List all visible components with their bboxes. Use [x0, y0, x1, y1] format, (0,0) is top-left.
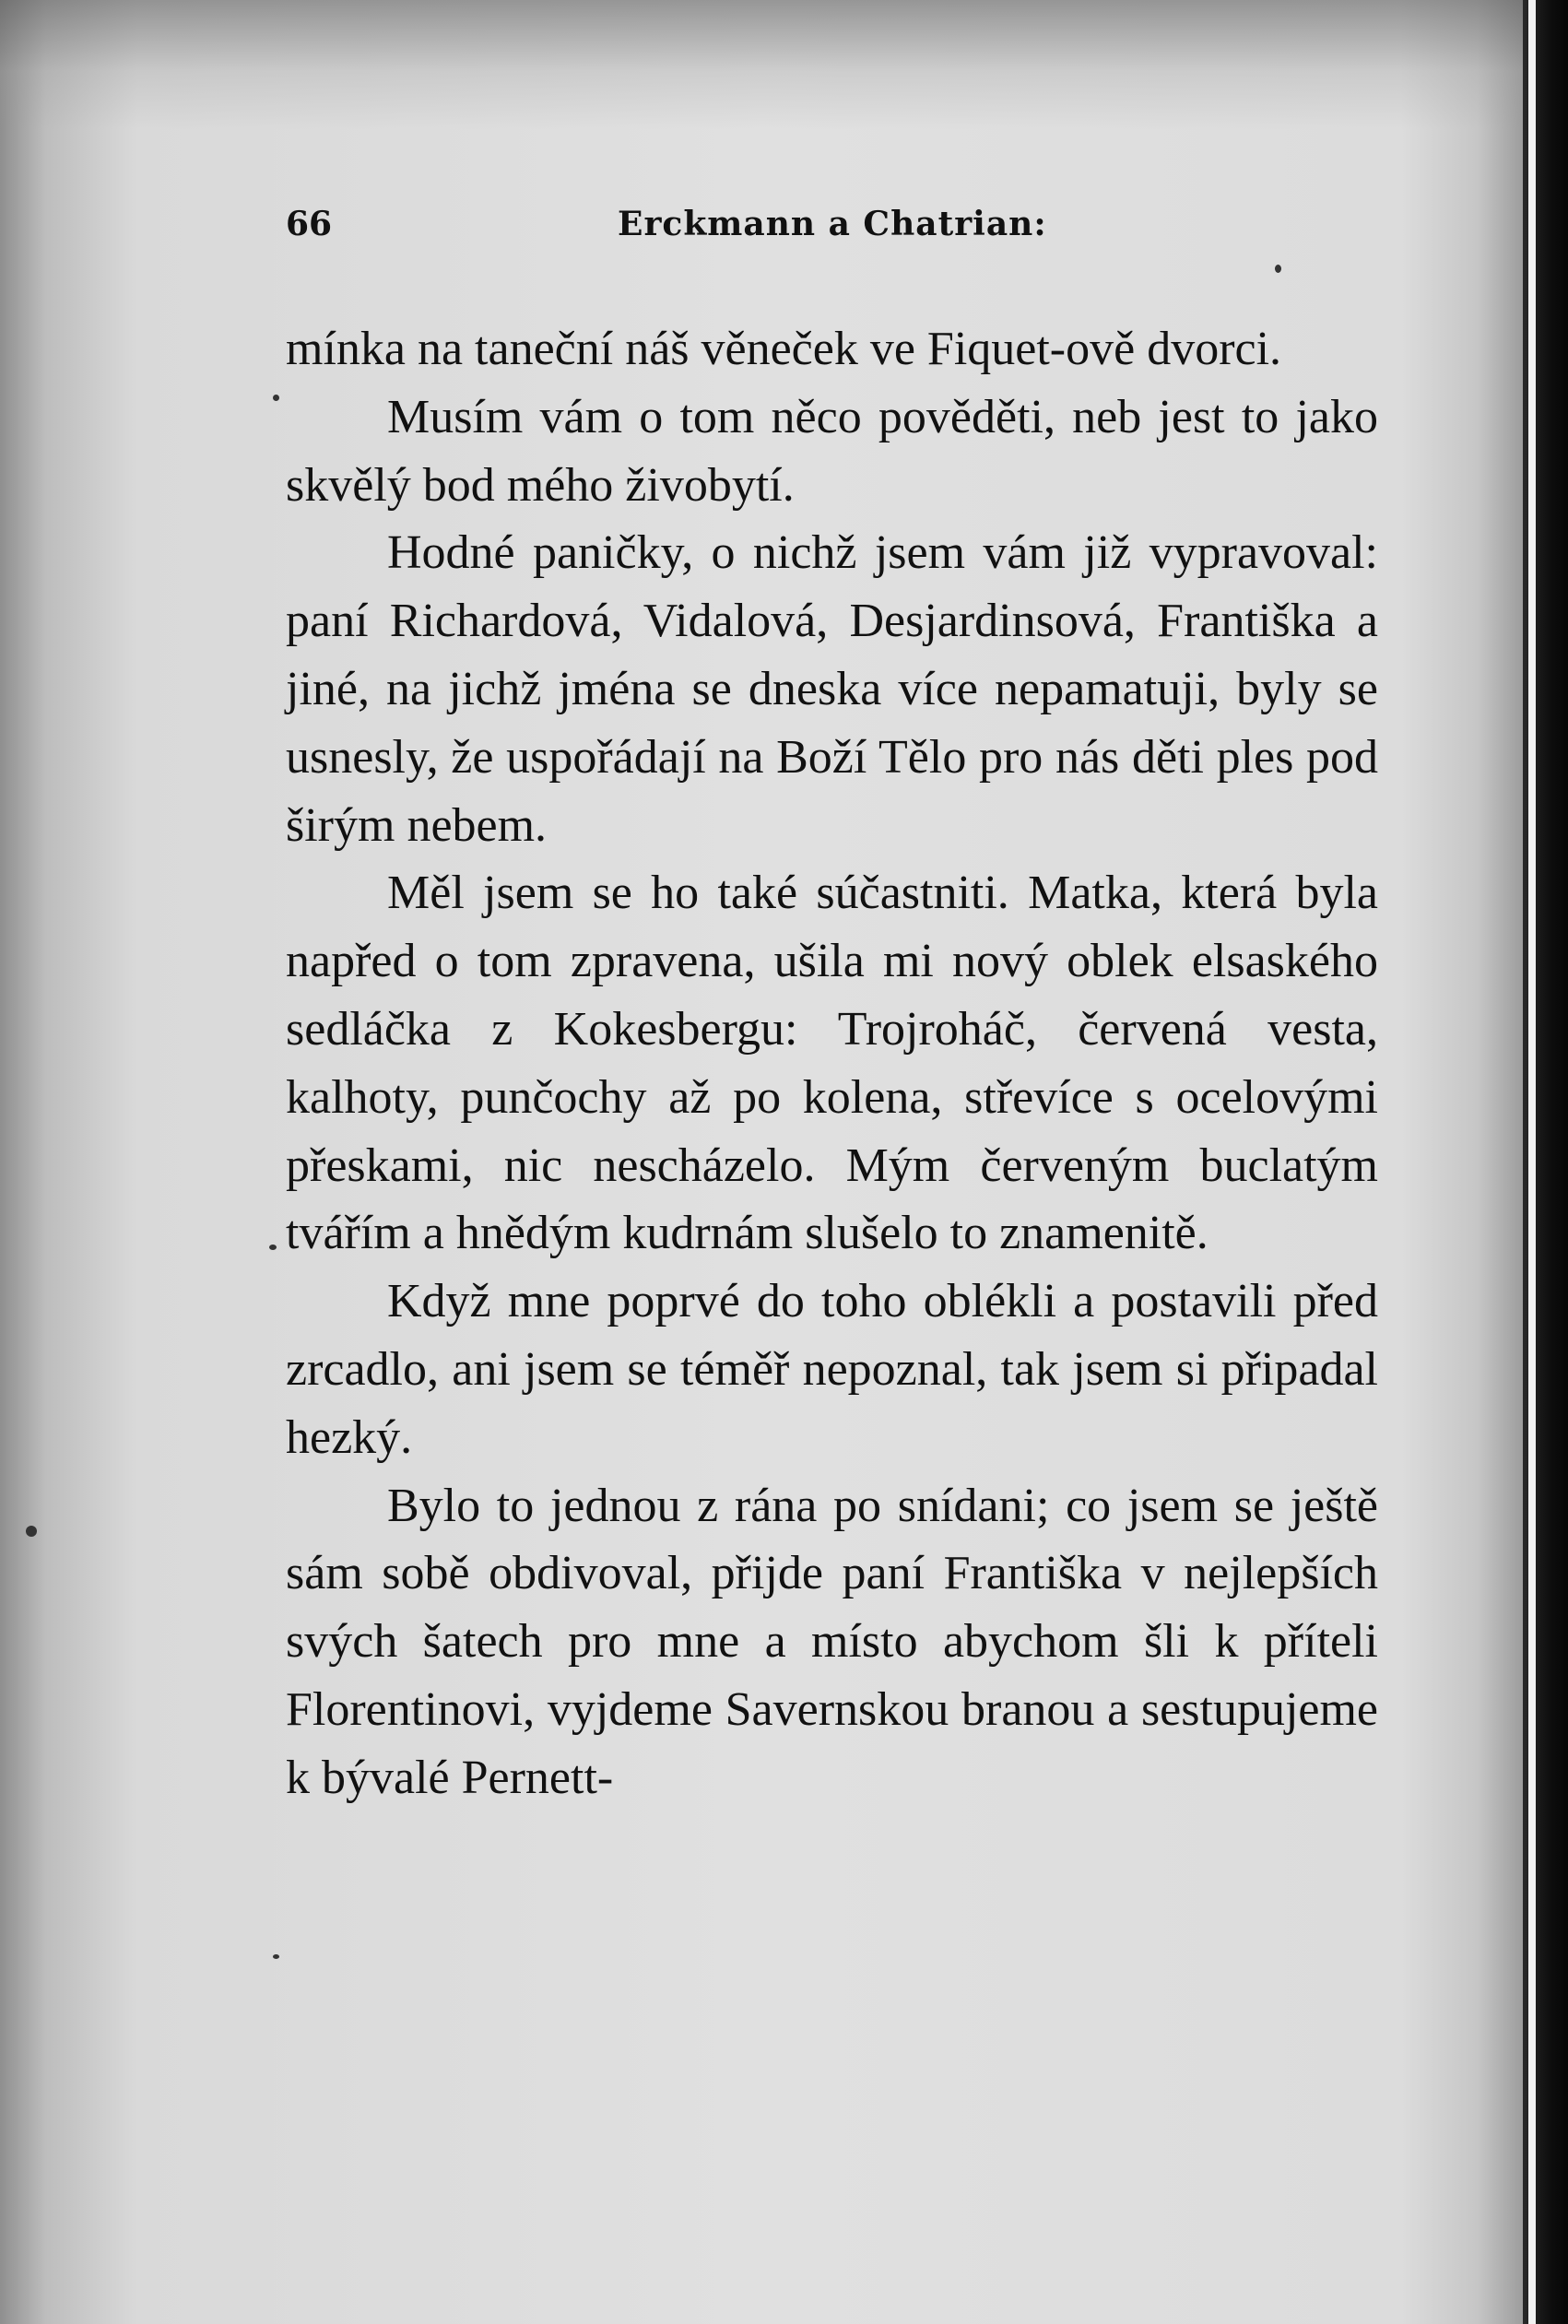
page-edge-strip — [1528, 0, 1536, 2324]
paragraph: mínka na taneční náš věneček ve Fiquet-ově dvorci. — [286, 323, 1282, 375]
body-text — [286, 315, 1378, 1812]
paragraph: Když mne poprvé do toho oblékli a postavili před zrcadlo, ani jsem se téměř nepoznal, tak jsem si připadal hezký. — [286, 1275, 1378, 1464]
paragraph: Měl jsem se ho také súčastniti. Matka, která byla napřed o tom zpravena, ušila mi nový oblek elsaského sedláčka z Kokesbergu: Trojroháč, červená vesta, kalhoty, punčochy až po kolena, střevíce s ocelovými přeskami, nic nescházelo. Mým červeným buclatým tvářím a hnědým kudrnám slušelo to znamenitě. — [286, 867, 1378, 1260]
running-head — [286, 205, 1364, 251]
scan-speck — [269, 1245, 277, 1250]
paragraph: Hodné paničky, o nichž jsem vám již vypravoval: paní Richardová, Vidalová, Desjardinsová, Františka a jiné, na jichž jména se dneska více nepamatuji, byly se usnesly, že uspořádají na Boží Tělo pro nás děti ples pod širým nebem. — [286, 526, 1378, 852]
scan-speck — [26, 1526, 37, 1537]
paragraph: Musím vám o tom něco pověděti, neb jest to jako skvělý bod mého živobytí. — [286, 390, 1378, 512]
running-title: Erckmann a Chatrian: — [618, 205, 1047, 243]
scan-speck — [273, 1954, 279, 1959]
page-number: 66 — [286, 205, 333, 243]
paragraph: Bylo to jednou z rána po snídani; co jsem se ještě sám sobě obdivoval, přijde paní Františka v nejlepších svých šatech pro mne a místo abychom šli k příteli Florentinovi, vyjdeme Savernskou branou a sestupujeme k bývalé Pernett- — [286, 1479, 1378, 1804]
scan-speck — [1275, 265, 1281, 273]
page-edge-border — [1523, 0, 1568, 2324]
scan-speck — [273, 395, 279, 401]
